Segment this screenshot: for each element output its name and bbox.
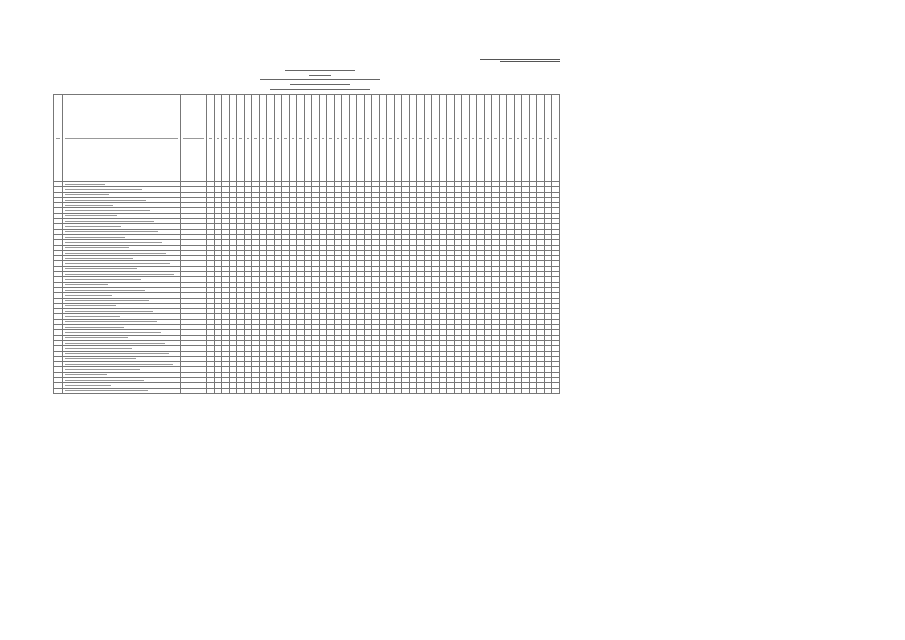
value-cell	[259, 388, 267, 393]
column-header	[252, 95, 260, 182]
page-header	[0, 0, 905, 100]
value-cell	[469, 388, 477, 393]
column-header	[334, 95, 342, 182]
column-header	[499, 95, 507, 182]
row-name-placeholder	[65, 247, 129, 248]
column-header	[282, 95, 290, 182]
row-name-placeholder	[65, 348, 132, 349]
value-cell	[289, 388, 297, 393]
value-cell	[417, 388, 425, 393]
header-text-placeholder	[359, 138, 362, 139]
value-cell	[507, 388, 515, 393]
table-row	[54, 388, 560, 393]
row-name-placeholder	[65, 295, 112, 296]
row-name-cell	[63, 388, 181, 393]
value-cell	[334, 388, 342, 393]
header-text-placeholder	[487, 138, 490, 139]
header-text-placeholder	[277, 138, 280, 139]
value-cell	[432, 388, 440, 393]
row-name-placeholder	[65, 200, 146, 201]
row-name-placeholder	[65, 316, 120, 317]
header-text-placeholder	[284, 138, 287, 139]
title-line-5	[270, 85, 370, 90]
column-header	[222, 95, 230, 182]
column-header	[181, 95, 207, 182]
header-text-placeholder	[239, 138, 242, 139]
row-name-placeholder	[65, 305, 116, 306]
column-header	[312, 95, 320, 182]
value-cell	[447, 388, 455, 393]
column-header	[387, 95, 395, 182]
column-header	[304, 95, 312, 182]
column-header	[229, 95, 237, 182]
column-header	[214, 95, 222, 182]
value-cell	[522, 388, 530, 393]
column-header	[544, 95, 552, 182]
appendix-note	[480, 58, 560, 62]
column-header	[507, 95, 515, 182]
row-name-placeholder	[65, 343, 165, 344]
column-header	[552, 95, 560, 182]
header-text-placeholder	[442, 138, 445, 139]
column-header	[484, 95, 492, 182]
value-cell	[477, 388, 485, 393]
value-cell	[267, 388, 275, 393]
header-text-placeholder	[509, 138, 512, 139]
header-text-placeholder	[56, 138, 60, 139]
header-text-placeholder	[539, 138, 542, 139]
column-header	[492, 95, 500, 182]
row-name-placeholder	[65, 215, 117, 216]
column-header	[529, 95, 537, 182]
value-cell	[537, 388, 545, 393]
appendix-rule-2	[500, 61, 560, 62]
value-cell	[439, 388, 447, 393]
row-name-placeholder	[65, 231, 158, 232]
value-cell	[372, 388, 380, 393]
header-text-placeholder	[479, 138, 482, 139]
column-header	[207, 95, 215, 182]
value-cell	[282, 388, 290, 393]
header-text-placeholder	[524, 138, 527, 139]
header-text-placeholder	[299, 138, 302, 139]
column-header	[402, 95, 410, 182]
header-text-placeholder	[352, 138, 355, 139]
header-text-placeholder	[419, 138, 422, 139]
row-name-placeholder	[65, 194, 109, 195]
value-cell	[244, 388, 252, 393]
value-cell	[319, 388, 327, 393]
value-cell	[357, 388, 365, 393]
column-header	[267, 95, 275, 182]
header-text-placeholder	[307, 138, 310, 139]
header-text-placeholder	[232, 138, 235, 139]
value-cell	[424, 388, 432, 393]
value-cell	[214, 388, 222, 393]
row-name-placeholder	[65, 290, 145, 291]
header-text-placeholder	[247, 138, 250, 139]
value-cell	[297, 388, 305, 393]
value-cell	[304, 388, 312, 393]
row-name-placeholder	[65, 300, 149, 301]
value-cell	[327, 388, 335, 393]
value-cell	[409, 388, 417, 393]
header-text-placeholder	[209, 138, 212, 139]
column-header	[349, 95, 357, 182]
row-code-cell	[54, 388, 63, 393]
row-name-placeholder	[65, 184, 105, 185]
value-cell	[552, 388, 560, 393]
row-name-placeholder	[65, 226, 121, 227]
header-text-placeholder	[464, 138, 467, 139]
header-text-placeholder	[494, 138, 497, 139]
row-name-placeholder	[65, 380, 144, 381]
column-header	[54, 95, 63, 182]
header-text-placeholder	[314, 138, 317, 139]
value-cell	[379, 388, 387, 393]
column-header	[432, 95, 440, 182]
column-header	[319, 95, 327, 182]
column-header	[537, 95, 545, 182]
header-text-placeholder	[367, 138, 370, 139]
row-name-placeholder	[65, 253, 166, 254]
column-header	[514, 95, 522, 182]
column-header	[327, 95, 335, 182]
column-header	[289, 95, 297, 182]
value-cell	[454, 388, 462, 393]
header-text-placeholder	[322, 138, 325, 139]
header-text-placeholder	[65, 138, 178, 139]
header-text-placeholder	[502, 138, 505, 139]
column-header	[394, 95, 402, 182]
row-name-placeholder	[65, 369, 140, 370]
column-header	[237, 95, 245, 182]
value-cell	[394, 388, 402, 393]
row-name-placeholder	[65, 327, 124, 328]
value-cell	[529, 388, 537, 393]
value-cell	[181, 388, 207, 393]
header-text-placeholder	[532, 138, 535, 139]
value-cell	[349, 388, 357, 393]
header-text-placeholder	[262, 138, 265, 139]
column-header	[357, 95, 365, 182]
header-row	[54, 95, 560, 182]
value-cell	[484, 388, 492, 393]
header-text-placeholder	[434, 138, 437, 139]
header-text-placeholder	[547, 138, 550, 139]
value-cell	[207, 388, 215, 393]
row-name-placeholder	[65, 374, 107, 375]
column-header	[409, 95, 417, 182]
column-header	[469, 95, 477, 182]
value-cell	[514, 388, 522, 393]
row-name-placeholder	[65, 279, 141, 280]
row-name-placeholder	[65, 189, 142, 190]
header-text-placeholder	[412, 138, 415, 139]
appendix-rule-1	[480, 59, 560, 60]
column-header	[379, 95, 387, 182]
header-text-placeholder	[344, 138, 347, 139]
column-header	[274, 95, 282, 182]
column-header	[417, 95, 425, 182]
row-name-placeholder	[65, 242, 162, 243]
value-cell	[312, 388, 320, 393]
value-cell	[229, 388, 237, 393]
row-name-placeholder	[65, 263, 170, 264]
column-header	[454, 95, 462, 182]
header-text-placeholder	[449, 138, 452, 139]
column-header	[522, 95, 530, 182]
value-cell	[364, 388, 372, 393]
value-cell	[387, 388, 395, 393]
row-name-placeholder	[65, 268, 137, 269]
column-header	[259, 95, 267, 182]
header-text-placeholder	[217, 138, 220, 139]
value-cell	[462, 388, 470, 393]
value-cell	[492, 388, 500, 393]
header-text-placeholder	[337, 138, 340, 139]
row-name-placeholder	[65, 205, 113, 206]
row-name-placeholder	[65, 210, 150, 211]
value-cell	[499, 388, 507, 393]
header-text-placeholder	[472, 138, 475, 139]
header-text-placeholder	[224, 138, 227, 139]
row-name-placeholder	[65, 237, 125, 238]
header-text-placeholder	[292, 138, 295, 139]
value-cell	[222, 388, 230, 393]
row-name-placeholder	[65, 274, 174, 275]
column-header	[63, 95, 181, 182]
document-title	[240, 66, 400, 90]
header-text-placeholder	[382, 138, 385, 139]
header-text-placeholder	[457, 138, 460, 139]
header-text-placeholder	[404, 138, 407, 139]
header-text-placeholder	[329, 138, 332, 139]
row-name-placeholder	[65, 337, 128, 338]
column-header	[297, 95, 305, 182]
column-header	[462, 95, 470, 182]
row-name-placeholder	[65, 358, 136, 359]
header-text-placeholder	[254, 138, 257, 139]
column-header	[439, 95, 447, 182]
header-text-placeholder	[397, 138, 400, 139]
value-cell	[402, 388, 410, 393]
row-name-placeholder	[65, 390, 148, 391]
column-header	[447, 95, 455, 182]
header-text-placeholder	[554, 138, 557, 139]
value-cell	[252, 388, 260, 393]
column-header	[364, 95, 372, 182]
report-table-container	[53, 94, 559, 352]
row-name-placeholder	[65, 364, 173, 365]
column-header	[477, 95, 485, 182]
header-text-placeholder	[427, 138, 430, 139]
row-name-placeholder	[65, 258, 133, 259]
value-cell	[237, 388, 245, 393]
column-header	[372, 95, 380, 182]
column-header	[342, 95, 350, 182]
header-text-placeholder	[374, 138, 377, 139]
value-cell	[342, 388, 350, 393]
header-text-placeholder	[183, 138, 204, 139]
column-header	[244, 95, 252, 182]
row-name-placeholder	[65, 321, 157, 322]
value-cell	[274, 388, 282, 393]
header-text-placeholder	[517, 138, 520, 139]
row-name-placeholder	[65, 311, 153, 312]
row-name-placeholder	[65, 385, 111, 386]
row-name-placeholder	[65, 332, 161, 333]
value-cell	[544, 388, 552, 393]
row-name-placeholder	[65, 353, 169, 354]
header-text-placeholder	[269, 138, 272, 139]
report-table	[53, 94, 560, 394]
row-name-placeholder	[65, 221, 154, 222]
header-text-placeholder	[389, 138, 392, 139]
column-header	[424, 95, 432, 182]
row-name-placeholder	[65, 284, 108, 285]
